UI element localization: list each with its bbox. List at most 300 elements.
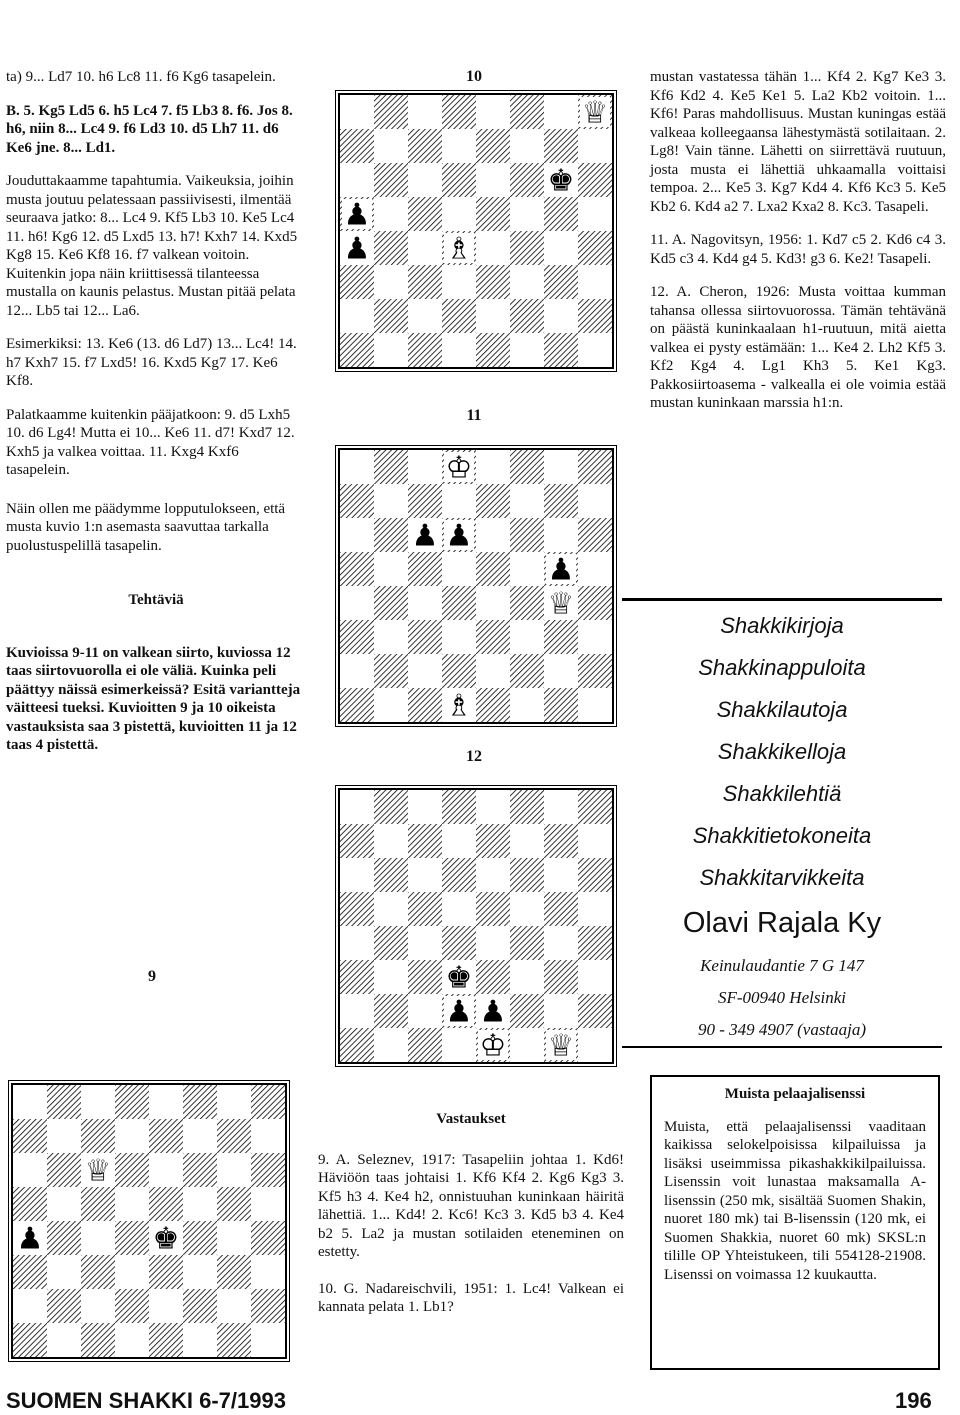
dark-square [374, 586, 408, 620]
ad-line: Shakkitarvikkeita [699, 865, 865, 890]
light-square [578, 960, 612, 994]
dark-square [510, 654, 544, 688]
light-square [374, 484, 408, 518]
light-square [81, 1085, 115, 1119]
dark-square [544, 484, 578, 518]
light-square [149, 1085, 183, 1119]
light-square [544, 926, 578, 960]
light-square [544, 518, 578, 552]
paragraph: 12. A. Cheron, 1926: Musta voittaa kumman tahansa ollessa siirtovuorossa. Tämän tehtävänä on päästä kuninkaalaan h1-ruutuun, mitä aietta valkea ei pysty estämään: 1... Ke4 2. Lh2 Kf5 3. Kf2 Kg4 4. Lg1 Kh3 5. Ke1 Kg3. Pakkosiirtoasema - valkealla ei ole voimia estää mustan kuninkaan marssia h1:n. [650, 284, 946, 411]
light-square [183, 1119, 217, 1153]
light-square [408, 586, 442, 620]
dark-square [340, 333, 374, 367]
diagram-number: 9 [148, 968, 156, 985]
dark-square [47, 1289, 81, 1323]
diagram-number: 12 [466, 748, 482, 765]
dark-square [544, 688, 578, 722]
light-square [578, 824, 612, 858]
dark-square [476, 484, 510, 518]
dark-square [340, 484, 374, 518]
ad-line: Shakkinappuloita [698, 655, 866, 680]
dark-square [544, 824, 578, 858]
dark-square [374, 518, 408, 552]
dark-square [374, 299, 408, 333]
dark-square [408, 265, 442, 299]
light-square [510, 892, 544, 926]
light-square [340, 926, 374, 960]
dark-square [578, 654, 612, 688]
light-square [115, 1323, 149, 1357]
dark-square [578, 790, 612, 824]
light-square [442, 333, 476, 367]
paragraph: 11. A. Nagovitsyn, 1956: 1. Kd7 c5 2. Kd6 c4 3. Kd5 c3 4. Kd4 g4 5. Kd3! g3 6. Ke2! Tasapeli. [650, 232, 946, 267]
dark-square [149, 1323, 183, 1357]
light-square [217, 1153, 251, 1187]
ad-line: Shakkikirjoja [720, 613, 844, 638]
chess-board [11, 1083, 287, 1359]
light-square [510, 552, 544, 586]
light-square [374, 1028, 408, 1062]
light-square [251, 1323, 285, 1357]
light-square [476, 518, 510, 552]
light-square [115, 1119, 149, 1153]
light-square [340, 163, 374, 197]
dark-square [115, 1221, 149, 1255]
light-square [340, 299, 374, 333]
dark-square [408, 824, 442, 858]
chess-piece-icon: ♟ [479, 994, 507, 1030]
light-square [544, 299, 578, 333]
dark-square [340, 1028, 374, 1062]
dark-square [13, 1187, 47, 1221]
dark-square [510, 518, 544, 552]
light-square [544, 231, 578, 265]
dark-square [13, 1323, 47, 1357]
light-square [544, 790, 578, 824]
dark-square [476, 333, 510, 367]
light-square [13, 1085, 47, 1119]
light-square [374, 333, 408, 367]
dark-square [408, 688, 442, 722]
dark-square [374, 790, 408, 824]
light-square [476, 654, 510, 688]
light-square [544, 994, 578, 1028]
dark-square [217, 1255, 251, 1289]
dark-square [340, 129, 374, 163]
notice-text: Muista, että pelaajalisenssi vaaditaan kaikissa selokelpoisissa kilpailuissa ja lisäksi useimmissa pikashakkikilpailuissa. Lisenssin voit lunastaa maksamalla A-lisenssin (250 mk, sisältää Suomen Shakin, nuoret 180 mk) tai B-lisenssin (120 mk, ei Suomen Shakkia, nuoret 60 mk) SKSL:n tilille OP Yhteistukeen, tili 554128-21908. Lisenssi on voimassa 12 kuukautta. [664, 1118, 926, 1283]
light-square [47, 1119, 81, 1153]
chess-piece-icon: ♟ [547, 552, 575, 588]
paragraph: 9. A. Seleznev, 1917: Tasapeliin johtaa 1. Kd6! Häviöön taas johtaisi 1. Kf6 Kf4 2. Kg6 Kg3 3. Kf5 h3 4. Ke4 h2, onnistuuhan kuninkaan häiritä lähettiä. 1... Kd4! 2. Kc6! Kc3 3. Kd5 b3 4. Ke4 b2 5. La2 ja mustan sotilaiden eteneminen on estetty. [318, 1151, 624, 1260]
dark-square [374, 163, 408, 197]
chess-piece-icon: ♟ [343, 197, 371, 233]
light-square [442, 620, 476, 654]
right-column [650, 68, 946, 428]
dark-square [476, 265, 510, 299]
dark-square [340, 824, 374, 858]
dark-square [442, 926, 476, 960]
light-square [81, 1289, 115, 1323]
light-square [340, 858, 374, 892]
dark-square [81, 1255, 115, 1289]
chess-piece-icon: ♚ [445, 960, 473, 996]
light-square [13, 1289, 47, 1323]
light-square [578, 265, 612, 299]
paragraph: ta) 9... Ld7 10. h6 Lc8 11. f6 Kg6 tasapelein. [6, 69, 276, 85]
chess-piece-icon: ♟ [16, 1221, 44, 1257]
dark-square [476, 197, 510, 231]
dark-square [47, 1153, 81, 1187]
dark-square [13, 1119, 47, 1153]
light-square [251, 1119, 285, 1153]
light-square [476, 299, 510, 333]
light-square [408, 926, 442, 960]
dark-square [442, 163, 476, 197]
dark-square [47, 1221, 81, 1255]
light-square [408, 299, 442, 333]
light-square [408, 858, 442, 892]
dark-square [374, 858, 408, 892]
dark-square [578, 926, 612, 960]
address-city: SF-00940 Helsinki [718, 988, 846, 1007]
dark-square [510, 450, 544, 484]
light-square [476, 858, 510, 892]
light-square [115, 1187, 149, 1221]
light-square [476, 95, 510, 129]
dark-square [578, 299, 612, 333]
page-number: 196 [895, 1388, 932, 1413]
ad-line: Shakkilautoja [716, 697, 848, 722]
light-square [374, 960, 408, 994]
dark-square [81, 1323, 115, 1357]
dark-square [544, 333, 578, 367]
light-square [578, 1028, 612, 1062]
chess-board [338, 448, 614, 724]
dark-square [374, 994, 408, 1028]
dark-square [408, 1028, 442, 1062]
section-heading: Vastaukset [436, 1111, 506, 1127]
dark-square [442, 299, 476, 333]
dark-square [510, 231, 544, 265]
chess-board [338, 93, 614, 369]
dark-square [442, 790, 476, 824]
light-square [544, 450, 578, 484]
light-square [340, 654, 374, 688]
dark-square [510, 994, 544, 1028]
answers-column [318, 1110, 624, 1332]
ad-line: Shakkikelloja [717, 739, 847, 764]
light-square [217, 1085, 251, 1119]
phone: 90 - 349 4907 (vastaaja) [622, 1014, 942, 1048]
dark-square [476, 688, 510, 722]
company-name: Olavi Rajala Ky [682, 907, 882, 939]
dark-square [578, 994, 612, 1028]
light-square [340, 450, 374, 484]
dark-square [374, 654, 408, 688]
light-square [408, 790, 442, 824]
paragraph: Palatkaamme kuitenkin pääjatkoon: 9. d5 Lxh5 10. d6 Lg4! Mutta ei 10... Ke6 11. d7! Kxd7 12. Kxh5 ja valkea voittaa. 11. Kxg4 Kxf6 tasapelein. [6, 406, 295, 478]
dark-square [340, 892, 374, 926]
dark-square [340, 620, 374, 654]
light-square [510, 824, 544, 858]
light-square [544, 858, 578, 892]
light-square [578, 552, 612, 586]
light-square [251, 1255, 285, 1289]
paragraph: Kuvioissa 9-11 on valkean siirto, kuviossa 12 taas siirtovuorolla ei ole väliä. Kuinka peli päättyy näissä esimerkeissä? Esitä variantteja väitteesi tueksi. Kuvioitten 9 ja 10 oikeista vastauksista saa 3 pistettä, kuvioitten 11 ja 12 taas 4 pistettä. [6, 644, 301, 753]
dark-square [251, 1289, 285, 1323]
light-square [251, 1187, 285, 1221]
dark-square [81, 1119, 115, 1153]
light-square [217, 1221, 251, 1255]
dark-square [13, 1255, 47, 1289]
board-grid [340, 95, 612, 367]
light-square [578, 688, 612, 722]
dark-square [115, 1085, 149, 1119]
light-square [442, 129, 476, 163]
light-square [374, 552, 408, 586]
chess-piece-icon: ♕ [547, 586, 575, 622]
light-square [476, 450, 510, 484]
dark-square [217, 1187, 251, 1221]
dark-square [476, 824, 510, 858]
left-column [6, 68, 306, 770]
light-square [183, 1255, 217, 1289]
light-square [442, 892, 476, 926]
board-grid [340, 790, 612, 1062]
dark-square [251, 1085, 285, 1119]
light-square [374, 129, 408, 163]
dark-square [578, 163, 612, 197]
dark-square [149, 1255, 183, 1289]
dark-square [408, 197, 442, 231]
dark-square [115, 1289, 149, 1323]
light-square [81, 1221, 115, 1255]
notice-title: Muista pelaajalisenssi [724, 1086, 866, 1102]
dark-square [476, 129, 510, 163]
license-notice [650, 1075, 940, 1370]
light-square [217, 1289, 251, 1323]
light-square [340, 586, 374, 620]
address-street: Keinulaudantie 7 G 147 [700, 956, 864, 975]
light-square [578, 892, 612, 926]
chess-piece-icon: ♟ [343, 231, 371, 267]
dark-square [374, 926, 408, 960]
dark-square [510, 299, 544, 333]
chess-piece-icon: ♕ [581, 95, 609, 131]
light-square [442, 484, 476, 518]
light-square [510, 265, 544, 299]
dark-square [578, 518, 612, 552]
chess-piece-icon: ♗ [445, 688, 473, 722]
light-square [47, 1255, 81, 1289]
board-grid [13, 1085, 285, 1357]
light-square [374, 824, 408, 858]
dark-square [81, 1187, 115, 1221]
light-square [544, 95, 578, 129]
diagram-number: 11 [466, 407, 482, 424]
light-square [47, 1187, 81, 1221]
light-square [408, 654, 442, 688]
light-square [374, 265, 408, 299]
light-square [476, 163, 510, 197]
dark-square [408, 129, 442, 163]
light-square [374, 620, 408, 654]
advertisement [622, 598, 942, 1041]
dark-square [408, 333, 442, 367]
dark-square [251, 1153, 285, 1187]
chess-piece-icon: ♕ [84, 1153, 112, 1189]
chess-piece-icon: ♚ [547, 163, 575, 199]
dark-square [510, 95, 544, 129]
dark-square [544, 265, 578, 299]
dark-square [476, 892, 510, 926]
chess-piece-icon: ♟ [445, 518, 473, 554]
light-square [442, 197, 476, 231]
chess-piece-icon: ♔ [479, 1028, 507, 1062]
section-heading: Tehtäviä [128, 592, 184, 608]
light-square [374, 197, 408, 231]
dark-square [544, 129, 578, 163]
dark-square [374, 450, 408, 484]
dark-square [510, 926, 544, 960]
dark-square [544, 960, 578, 994]
dark-square [217, 1119, 251, 1153]
paragraph: Esimerkiksi: 13. Ke6 (13. d6 Ld7) 13... Lc4! 14. h7 Kxh7 15. f7 Lxd5! 16. Kxd5 Kg7 17. Ke6 Kf8. [6, 336, 297, 389]
light-square [408, 95, 442, 129]
dark-square [476, 552, 510, 586]
magazine-footer: SUOMEN SHAKKI 6-7/1993 [6, 1388, 286, 1413]
dark-square [374, 95, 408, 129]
light-square [578, 333, 612, 367]
light-square [510, 960, 544, 994]
dark-square [578, 858, 612, 892]
dark-square [476, 960, 510, 994]
light-square [510, 620, 544, 654]
dark-square [408, 892, 442, 926]
light-square [442, 552, 476, 586]
dark-square [510, 858, 544, 892]
light-square [476, 926, 510, 960]
light-square [510, 1028, 544, 1062]
dark-square [544, 892, 578, 926]
dark-square [340, 265, 374, 299]
light-square [578, 197, 612, 231]
light-square [149, 1289, 183, 1323]
dark-square [578, 450, 612, 484]
dark-square [442, 654, 476, 688]
dark-square [544, 197, 578, 231]
light-square [374, 892, 408, 926]
paragraph: Jouduttakaamme tapahtumia. Vaikeuksia, joihin musta joutuu pelatessaan passiivisesti, ilmentää seuraava jatko: 8... Lc4 9. Kf5 Lb3 10. Ke5 Lc4 11. h6! Kg6 12. d5 Lxd5 13. h7! Kxh7 14. Kxd5 Kg8 15. Ke6 Kf8 16. f7 valkean voitoin. Kuitenkin jopa näin kriittisessä tilanteessa mustalla on kaunis pelastus. Mustan pitää pelata 12... Lb5 tai 12... La6. [6, 173, 298, 319]
dark-square [510, 790, 544, 824]
dark-square [544, 620, 578, 654]
paragraph: B. 5. Kg5 Ld5 6. h5 Lc4 7. f5 Lb3 8. f6. Jos 8. h6, niin 8... Lc4 9. f6 Ld3 10. d5 Lh7 11. d6 Ke6 jne. 8... Ld1. [6, 102, 293, 156]
light-square [510, 197, 544, 231]
dark-square [183, 1085, 217, 1119]
light-square [510, 484, 544, 518]
board-grid [340, 450, 612, 722]
light-square [149, 1153, 183, 1187]
dark-square [408, 620, 442, 654]
light-square [340, 518, 374, 552]
light-square [408, 450, 442, 484]
light-square [510, 129, 544, 163]
light-square [340, 95, 374, 129]
light-square [47, 1323, 81, 1357]
dark-square [442, 586, 476, 620]
light-square [374, 688, 408, 722]
light-square [442, 1028, 476, 1062]
light-square [578, 620, 612, 654]
dark-square [217, 1323, 251, 1357]
light-square [476, 586, 510, 620]
light-square [183, 1187, 217, 1221]
dark-square [183, 1289, 217, 1323]
dark-square [340, 688, 374, 722]
dark-square [374, 231, 408, 265]
paragraph: mustan vastatessa tähän 1... Kf4 2. Kg7 Ke3 3. Kf6 Kd2 4. Ke5 Ke1 5. La2 Kb2 voitoin. 1... Kf6! Paras mahdollisuus. Mustan kuningas estää valkeaa kolleegaansa lähestymästä sotilaitaan. 2. Lg8! Vain tänne. Lähetti on siirrettävä ruutuun, josta musta ei lähettiä uhkaamalla voittaisi tempoa. 2... Ke5 3. Kg7 Kd4 4. Kf6 Kc3 5. Ke5 Kb2 6. Kd4 a2 7. Lxa2 Kxa2 8. Kc3. Tasapeli. [650, 69, 946, 215]
light-square [476, 231, 510, 265]
light-square [510, 688, 544, 722]
ad-line: Shakkitietokoneita [692, 823, 872, 848]
dark-square [340, 552, 374, 586]
light-square [408, 231, 442, 265]
dark-square [442, 95, 476, 129]
chess-piece-icon: ♗ [445, 231, 473, 267]
dark-square [115, 1153, 149, 1187]
light-square [408, 163, 442, 197]
light-square [340, 790, 374, 824]
light-square [510, 333, 544, 367]
dark-square [408, 552, 442, 586]
light-square [544, 654, 578, 688]
dark-square [47, 1085, 81, 1119]
dark-square [183, 1153, 217, 1187]
dark-square [340, 960, 374, 994]
light-square [13, 1153, 47, 1187]
light-square [442, 824, 476, 858]
light-square [578, 484, 612, 518]
light-square [183, 1323, 217, 1357]
dark-square [149, 1187, 183, 1221]
light-square [340, 994, 374, 1028]
chess-piece-icon: ♟ [411, 518, 439, 554]
dark-square [476, 620, 510, 654]
dark-square [183, 1221, 217, 1255]
chess-piece-icon: ♚ [152, 1221, 180, 1257]
dark-square [149, 1119, 183, 1153]
light-square [578, 129, 612, 163]
light-square [408, 994, 442, 1028]
dark-square [442, 858, 476, 892]
light-square [442, 265, 476, 299]
dark-square [578, 231, 612, 265]
dark-square [408, 484, 442, 518]
light-square [476, 790, 510, 824]
chess-board [338, 788, 614, 1064]
light-square [115, 1255, 149, 1289]
dark-square [251, 1221, 285, 1255]
paragraph: Näin ollen me päädymme lopputulokseen, että musta kuvio 1:n asemasta saavuttaa tarkalla puolustuspelillä tasapelin. [6, 500, 286, 554]
diagram-number: 10 [466, 68, 482, 85]
paragraph: 10. G. Nadareischvili, 1951: 1. Lc4! Valkean ei kannata pelata 1. Lb1? [318, 1280, 624, 1315]
dark-square [408, 960, 442, 994]
dark-square [578, 586, 612, 620]
chess-piece-icon: ♕ [547, 1028, 575, 1062]
chess-piece-icon: ♟ [445, 994, 473, 1030]
dark-square [510, 163, 544, 197]
ad-line: Shakkilehtiä [722, 781, 842, 806]
